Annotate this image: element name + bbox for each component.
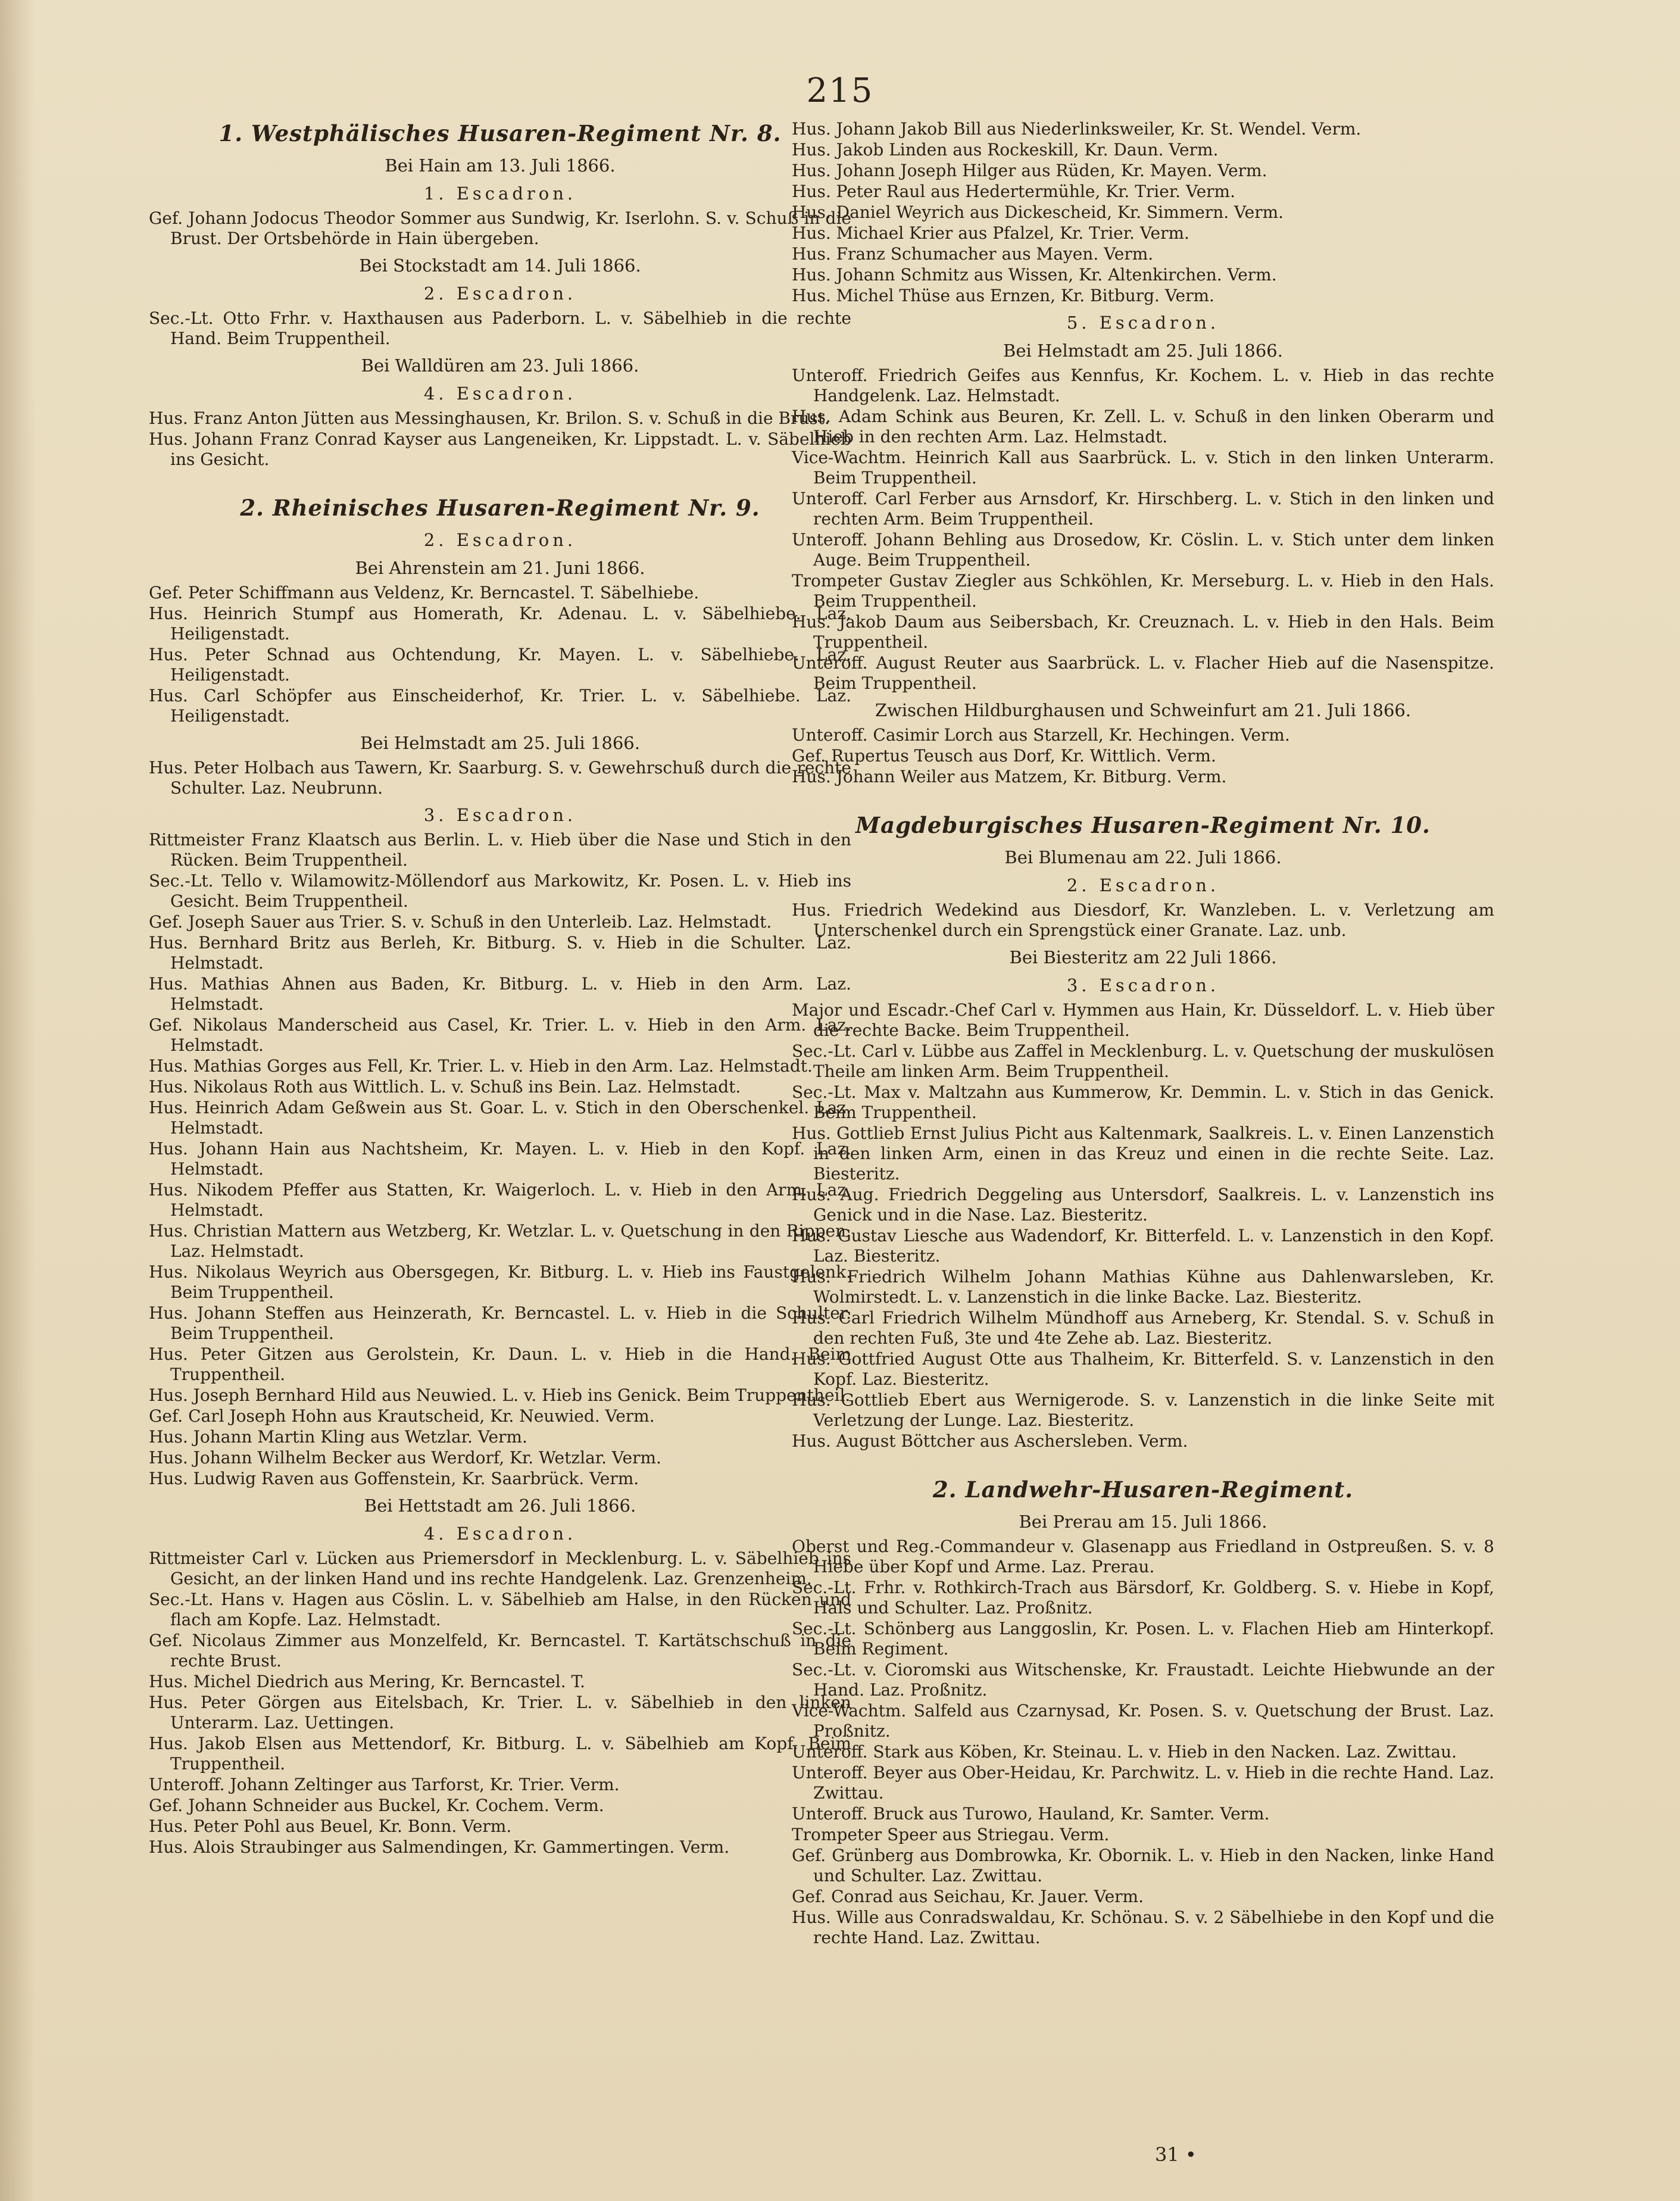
regiment-heading: 2. Landwehr-Husaren-Regiment. (932, 1476, 1354, 1503)
squadron-heading: 3. Escadron. (1066, 975, 1220, 995)
casualty-entry: Hus. Friedrich Wilhelm Johann Mathias Kühne aus Dahlenwarsleben, Kr. Wolmirstedt. L. v. Lanzenstich in die linke Backe. Laz. Biesteritz. (792, 1267, 1494, 1307)
casualty-entry: Hus. Jakob Linden aus Rockeskill, Kr. Daun. Verm. (792, 140, 1219, 160)
casualty-entry: Hus. Michael Krier aus Pfalzel, Kr. Trier. Verm. (792, 223, 1189, 243)
casualty-entry: Unteroff. Friedrich Geifes aus Kennfus, Kr. Kochem. L. v. Hieb in das rechte Handgelenk. Laz. Helmstadt. (792, 366, 1494, 405)
casualty-entry: Hus. Mathias Ahnen aus Baden, Kr. Bitburg. L. v. Hieb in den Arm. Laz. Helmstadt. (149, 974, 851, 1014)
casualty-entry: Hus. Joseph Bernhard Hild aus Neuwied. L. v. Hieb ins Genick. Beim Truppentheil. (149, 1385, 851, 1405)
casualty-entry: Vice-Wachtm. Heinrich Kall aus Saarbrück. L. v. Stich in den linken Unterarm. Beim Truppentheil. (792, 448, 1494, 488)
squadron-heading: 2. Escadron. (423, 283, 577, 304)
casualty-entry: Hus. Gottfried August Otte aus Thalheim, Kr. Bitterfeld. S. v. Lanzenstich in den Kopf. Laz. Biesteritz. (792, 1349, 1494, 1389)
casualty-entry: Hus. Peter Pohl aus Beuel, Kr. Bonn. Verm. (149, 1816, 512, 1836)
casualty-entry: Hus. Bernhard Britz aus Berleh, Kr. Bitburg. S. v. Hieb in die Schulter. Laz. Helmstadt. (149, 933, 851, 973)
casualty-entry: Trompeter Gustav Ziegler aus Schköhlen, Kr. Merseburg. L. v. Hieb in den Hals. Beim Truppentheil. (792, 571, 1494, 611)
casualty-entry: Sec.-Lt. v. Cioromski aus Witschenske, Kr. Fraustadt. Leichte Hiebwunde an der Hand. Laz. Proßnitz. (792, 1660, 1494, 1700)
casualty-entry: Gef. Grünberg aus Dombrowka, Kr. Obornik. L. v. Hieb in den Nacken, linke Hand und Schulter. Laz. Zwittau. (792, 1846, 1494, 1885)
casualty-entry: Rittmeister Franz Klaatsch aus Berlin. L. v. Hieb über die Nase und Stich in den Rücken. Beim Truppentheil. (149, 830, 851, 870)
casualty-entry: Sec.-Lt. Otto Frhr. v. Haxthausen aus Paderborn. L. v. Säbelhieb in die rechte Hand. Beim Truppentheil. (149, 308, 851, 348)
casualty-entry: Rittmeister Carl v. Lücken aus Priemersdorf in Mecklenburg. L. v. Säbelhieb ins Gesicht, an der linken Hand und ins rechte Handgelenk. Laz. Grenzenheim. (149, 1548, 851, 1588)
casualty-entry: Trompeter Speer aus Striegau. Verm. (792, 1825, 1110, 1844)
regiment-heading: Magdeburgisches Husaren-Regiment Nr. 10. (855, 812, 1431, 838)
casualty-entry: Sec.-Lt. Max v. Maltzahn aus Kummerow, Kr. Demmin. L. v. Stich in das Genick. Beim Truppentheil. (792, 1082, 1494, 1122)
regiment-heading: 2. Rheinisches Husaren-Regiment Nr. 9. (240, 495, 760, 521)
casualty-entry: Hus. Franz Anton Jütten aus Messinghausen, Kr. Brilon. S. v. Schuß in die Brust. (149, 408, 830, 428)
casualty-entry: Hus. Heinrich Adam Geßwein aus St. Goar. L. v. Stich in den Oberschenkel. Laz. Helmstadt. (149, 1098, 851, 1138)
casualty-entry: Unteroff. Johann Zeltinger aus Tarforst, Kr. Trier. Verm. (149, 1775, 620, 1794)
page-number: 215 (806, 71, 874, 110)
squadron-heading: 5. Escadron. (1066, 313, 1220, 333)
squadron-heading: 4. Escadron. (423, 1523, 577, 1544)
casualty-entry: Major und Escadr.-Chef Carl v. Hymmen aus Hain, Kr. Düsseldorf. L. v. Hieb über die rechte Backe. Beim Truppentheil. (792, 1000, 1494, 1040)
right-column (792, 119, 1494, 1948)
casualty-entry: Hus. Gottlieb Ernst Julius Picht aus Kaltenmark, Saalkreis. L. v. Einen Lanzenstich in den linken Arm, einen in das Kreuz und einen in die rechte Seite. Laz. Biesteritz. (792, 1123, 1494, 1184)
casualty-entry: Hus. Daniel Weyrich aus Dickescheid, Kr. Simmern. Verm. (792, 202, 1284, 222)
casualty-entry: Gef. Conrad aus Seichau, Kr. Jauer. Verm. (792, 1887, 1144, 1906)
casualty-entry: Hus. Nikolaus Roth aus Wittlich. L. v. Schuß ins Bein. Laz. Helmstadt. (149, 1077, 741, 1097)
casualty-entry: Hus. Nikodem Pfeffer aus Statten, Kr. Waigerloch. L. v. Hieb in den Arm. Laz. Helmstadt. (149, 1180, 851, 1220)
casualty-entry: Sec.-Lt. Hans v. Hagen aus Cöslin. L. v. Säbelhieb am Halse, in den Rücken und flach am Kopfe. Laz. Helmstadt. (149, 1590, 851, 1629)
casualty-entry: Hus. Wille aus Conradswaldau, Kr. Schönau. S. v. 2 Säbelhiebe in den Kopf und die rechte Hand. Laz. Zwittau. (792, 1907, 1494, 1947)
casualty-entry: Oberst und Reg.-Commandeur v. Glasenapp aus Friedland in Ostpreußen. S. v. 8 Hiebe über Kopf und Arme. Laz. Prerau. (792, 1537, 1494, 1576)
casualty-entry: Hus. Heinrich Stumpf aus Homerath, Kr. Adenau. L. v. Säbelhiebe. Laz. Heiligenstadt. (149, 604, 851, 644)
battle-heading: Bei Hettstadt am 26. Juli 1866. (364, 1496, 636, 1516)
casualty-entry: Hus. Jakob Elsen aus Mettendorf, Kr. Bitburg. L. v. Säbelhieb am Kopf. Beim Truppentheil. (149, 1734, 851, 1774)
casualty-entry: Hus. Peter Gitzen aus Gerolstein, Kr. Daun. L. v. Hieb in die Hand. Beim Truppentheil. (149, 1344, 851, 1384)
casualty-entry: Hus. Peter Schnad aus Ochtendung, Kr. Mayen. L. v. Säbelhiebe. Laz. Heiligenstadt. (149, 645, 851, 685)
regiment-heading: 1. Westphälisches Husaren-Regiment Nr. 8. (218, 120, 782, 146)
casualty-entry: Hus. Mathias Gorges aus Fell, Kr. Trier. L. v. Hieb in den Arm. Laz. Helmstadt. (149, 1056, 813, 1076)
battle-heading: Bei Walldüren am 23. Juli 1866. (361, 355, 639, 376)
casualty-entry: Hus. Johann Jakob Bill aus Niederlinksweiler, Kr. St. Wendel. Verm. (792, 119, 1362, 139)
casualty-entry: Sec.-Lt. Schönberg aus Langgoslin, Kr. Posen. L. v. Flachen Hieb am Hinterkopf. Beim Regiment. (792, 1619, 1494, 1659)
casualty-entry: Unteroff. Casimir Lorch aus Starzell, Kr. Hechingen. Verm. (792, 725, 1290, 745)
casualty-entry: Hus. Johann Hain aus Nachtsheim, Kr. Mayen. L. v. Hieb in den Kopf. Laz. Helmstadt. (149, 1139, 851, 1179)
battle-heading: Zwischen Hildburghausen und Schweinfurt am 21. Juli 1866. (875, 700, 1412, 720)
casualty-entry: Hus. Christian Mattern aus Wetzberg, Kr. Wetzlar. L. v. Quetschung in den Rippen. Laz. Helmstadt. (149, 1221, 851, 1261)
battle-heading: Bei Hain am 13. Juli 1866. (385, 155, 616, 176)
casualty-entry: Hus. Johann Wilhelm Becker aus Werdorf, Kr. Wetzlar. Verm. (149, 1448, 661, 1468)
casualty-entry: Hus. Michel Thüse aus Ernzen, Kr. Bitburg. Verm. (792, 286, 1214, 305)
casualty-entry: Hus. Adam Schink aus Beuren, Kr. Zell. L. v. Schuß in den linken Oberarm und Hieb in den rechten Arm. Laz. Helmstadt. (792, 407, 1494, 447)
casualty-entry: Gef. Peter Schiffmann aus Veldenz, Kr. Berncastel. T. Säbelhiebe. (149, 583, 700, 602)
left-column (149, 119, 851, 1857)
casualty-entry: Hus. Carl Schöpfer aus Einscheiderhof, Kr. Trier. L. v. Säbelhiebe. Laz. Heiligenstadt. (149, 686, 851, 726)
squadron-heading: 2. Escadron. (1066, 875, 1220, 895)
casualty-entry: Sec.-Lt. Frhr. v. Rothkirch-Trach aus Bärsdorf, Kr. Goldberg. S. v. Hiebe in Kopf, Hals und Schulter. Laz. Proßnitz. (792, 1578, 1494, 1618)
casualty-entry: Gef. Joseph Sauer aus Trier. S. v. Schuß in den Unterleib. Laz. Helmstadt. (149, 912, 772, 932)
casualty-entry: Hus. Peter Görgen aus Eitelsbach, Kr. Trier. L. v. Säbelhieb in den linken Unterarm. Laz. Uettingen. (149, 1693, 851, 1732)
casualty-entry: Hus. August Böttcher aus Aschersleben. Verm. (792, 1431, 1188, 1451)
casualty-entry: Hus. Johann Steffen aus Heinzerath, Kr. Berncastel. L. v. Hieb in die Schulter. Beim Truppentheil. (149, 1303, 851, 1343)
squadron-heading: 3. Escadron. (423, 805, 577, 825)
squadron-heading: 2. Escadron. (423, 530, 577, 550)
casualty-entry: Hus. Peter Raul aus Hedertermühle, Kr. Trier. Verm. (792, 182, 1235, 201)
battle-heading: Bei Helmstadt am 25. Juli 1866. (1003, 341, 1283, 361)
casualty-entry: Hus. Michel Diedrich aus Mering, Kr. Berncastel. T. (149, 1672, 585, 1691)
casualty-entry: Unteroff. Beyer aus Ober-Heidau, Kr. Parchwitz. L. v. Hieb in die rechte Hand. Laz. Zwittau. (792, 1763, 1494, 1803)
casualty-entry: Unteroff. Carl Ferber aus Arnsdorf, Kr. Hirschberg. L. v. Stich in den linken und rechten Arm. Beim Truppentheil. (792, 489, 1494, 529)
casualty-entry: Unteroff. Stark aus Köben, Kr. Steinau. L. v. Hieb in den Nacken. Laz. Zwittau. (792, 1742, 1457, 1762)
casualty-entry: Vice-Wachtm. Salfeld aus Czarnysad, Kr. Posen. S. v. Quetschung der Brust. Laz. Proßnitz. (792, 1701, 1494, 1741)
casualty-entry: Hus. Carl Friedrich Wilhelm Mündhoff aus Arneberg, Kr. Stendal. S. v. Schuß in den rechten Fuß, 3te und 4te Zehe ab. Laz. Biesteritz. (792, 1308, 1494, 1348)
battle-heading: Bei Helmstadt am 25. Juli 1866. (360, 733, 640, 753)
squadron-heading: 1. Escadron. (423, 183, 577, 204)
casualty-entry: Unteroff. Bruck aus Turowo, Hauland, Kr. Samter. Verm. (792, 1804, 1270, 1824)
casualty-entry: Gef. Johann Jodocus Theodor Sommer aus Sundwig, Kr. Iserlohn. S. v. Schuß in die Brust. Der Ortsbehörde in Hain übergeben. (149, 208, 851, 248)
squadron-heading: 4. Escadron. (423, 383, 577, 404)
casualty-entry: Hus. Johann Martin Kling aus Wetzlar. Verm. (149, 1427, 527, 1447)
casualty-entry: Hus. Ludwig Raven aus Goffenstein, Kr. Saarbrück. Verm. (149, 1469, 639, 1488)
casualty-entry: Hus. Aug. Friedrich Deggeling aus Untersdorf, Saalkreis. L. v. Lanzenstich ins Genick und in die Nase. Laz. Biesteritz. (792, 1185, 1494, 1225)
casualty-entry: Gef. Nicolaus Zimmer aus Monzelfeld, Kr. Berncastel. T. Kartätschschuß in die rechte Brust. (149, 1631, 851, 1671)
signature-mark: 31 • (1155, 2143, 1197, 2166)
casualty-entry: Hus. Peter Holbach aus Tawern, Kr. Saarburg. S. v. Gewehrschuß durch die rechte Schulter. Laz. Neubrunn. (149, 758, 851, 798)
casualty-entry: Hus. Johann Franz Conrad Kayser aus Langeneiken, Kr. Lippstadt. L. v. Säbelhieb ins Gesicht. (149, 429, 851, 469)
casualty-entry: Hus. Jakob Daum aus Seibersbach, Kr. Creuznach. L. v. Hieb in den Hals. Beim Truppentheil. (792, 612, 1494, 652)
casualty-entry: Gef. Nikolaus Manderscheid aus Casel, Kr. Trier. L. v. Hieb in den Arm. Laz. Helmstadt. (149, 1015, 851, 1055)
battle-heading: Bei Blumenau am 22. Juli 1866. (1004, 847, 1282, 867)
casualty-entry: Hus. Johann Joseph Hilger aus Rüden, Kr. Mayen. Verm. (792, 161, 1267, 180)
casualty-entry: Sec.-Lt. Carl v. Lübbe aus Zaffel in Mecklenburg. L. v. Quetschung der muskulösen Theile am linken Arm. Beim Truppentheil. (792, 1041, 1494, 1081)
casualty-entry: Hus. Johann Schmitz aus Wissen, Kr. Altenkirchen. Verm. (792, 265, 1277, 285)
casualty-entry: Gef. Johann Schneider aus Buckel, Kr. Cochem. Verm. (149, 1796, 604, 1815)
casualty-entry: Gef. Carl Joseph Hohn aus Krautscheid, Kr. Neuwied. Verm. (149, 1406, 655, 1426)
battle-heading: Bei Stockstadt am 14. Juli 1866. (359, 255, 641, 276)
casualty-entry: Unteroff. Johann Behling aus Drosedow, Kr. Cöslin. L. v. Stich unter dem linken Auge. Beim Truppentheil. (792, 530, 1494, 570)
casualty-entry: Gef. Rupertus Teusch aus Dorf, Kr. Wittlich. Verm. (792, 746, 1216, 766)
battle-heading: Bei Ahrenstein am 21. Juni 1866. (355, 558, 645, 578)
casualty-entry: Sec.-Lt. Tello v. Wilamowitz-Möllendorf aus Markowitz, Kr. Posen. L. v. Hieb ins Gesicht. Beim Truppentheil. (149, 871, 851, 911)
casualty-entry: Hus. Alois Straubinger aus Salmendingen, Kr. Gammertingen. Verm. (149, 1837, 730, 1857)
casualty-entry: Unteroff. August Reuter aus Saarbrück. L. v. Flacher Hieb auf die Nasenspitze. Beim Truppentheil. (792, 653, 1494, 693)
casualty-entry: Hus. Gottlieb Ebert aus Wernigerode. S. v. Lanzenstich in die linke Seite mit Verletzung der Lunge. Laz. Biesteritz. (792, 1390, 1494, 1430)
battle-heading: Bei Biesteritz am 22 Juli 1866. (1009, 947, 1277, 967)
casualty-entry: Hus. Franz Schumacher aus Mayen. Verm. (792, 244, 1154, 264)
casualty-entry: Hus. Gustav Liesche aus Wadendorf, Kr. Bitterfeld. L. v. Lanzenstich in den Kopf. Laz. Biesteritz. (792, 1226, 1494, 1266)
casualty-entry: Hus. Nikolaus Weyrich aus Obersgegen, Kr. Bitburg. L. v. Hieb ins Faustgelenk. Beim Truppentheil. (149, 1262, 851, 1302)
casualty-entry: Hus. Friedrich Wedekind aus Diesdorf, Kr. Wanzleben. L. v. Verletzung am Unterschenkel durch ein Sprengstück einer Granate. Laz. unb. (792, 900, 1494, 940)
casualty-entry: Hus. Johann Weiler aus Matzem, Kr. Bitburg. Verm. (792, 767, 1227, 786)
battle-heading: Bei Prerau am 15. Juli 1866. (1019, 1512, 1267, 1532)
